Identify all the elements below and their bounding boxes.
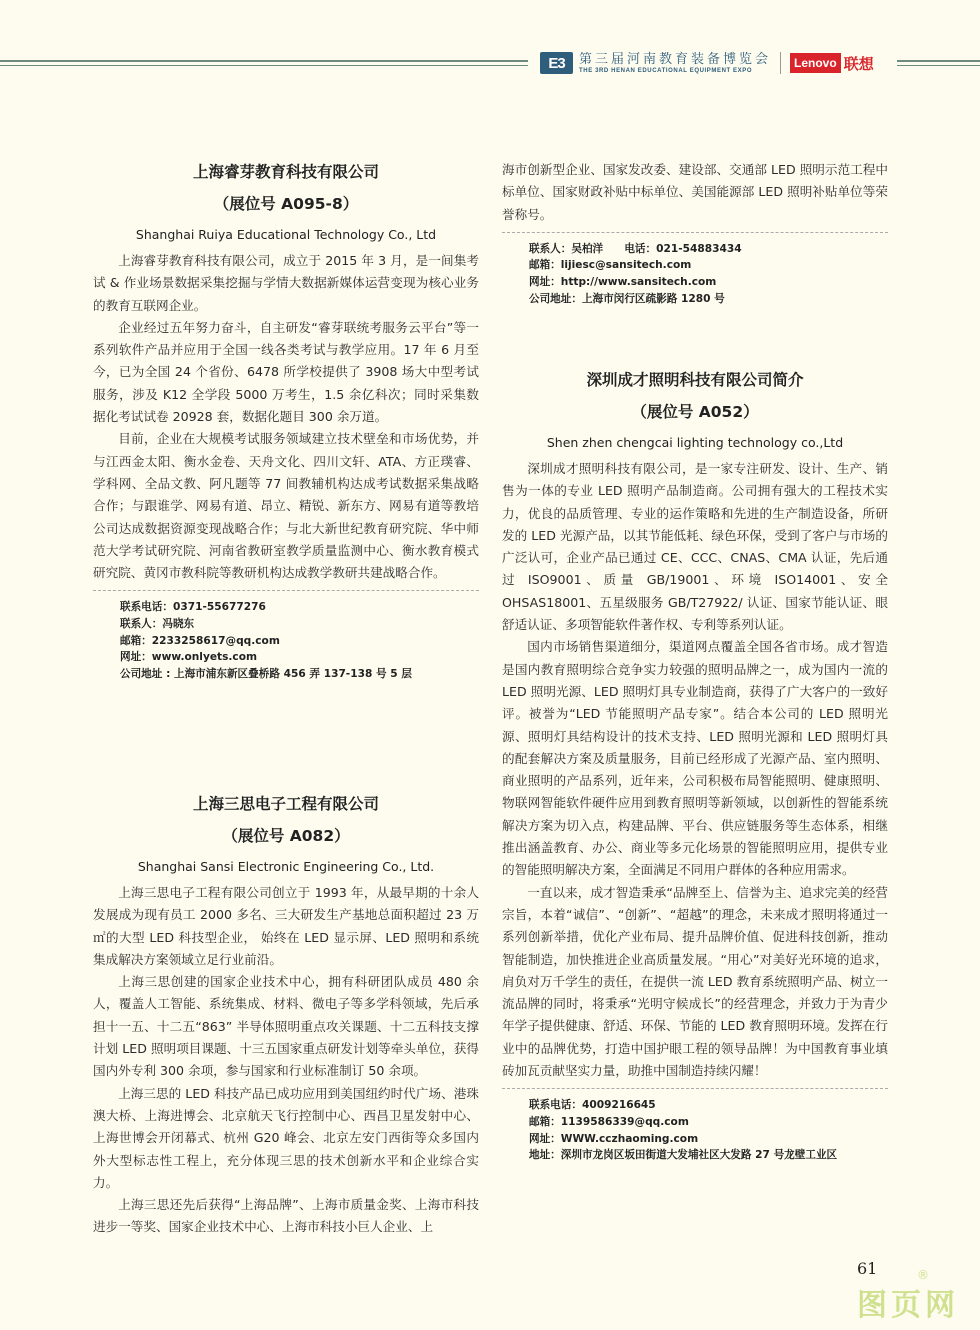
company-english-name: Shen zhen chengcai lighting technology co.,Ltd bbox=[546, 435, 844, 450]
contact-email: 邮箱：lijiesc@sansitech.com bbox=[529, 259, 692, 272]
contact-email: 邮箱：2233258617@qq.com bbox=[120, 634, 280, 647]
contact-address: 公司地址 : 上海市浦东新区叠桥路 456 弄 137-138 号 5 层 bbox=[120, 667, 412, 680]
dashed-divider bbox=[93, 590, 479, 591]
contact-phone: 联系电话：0371-55677276 bbox=[120, 601, 266, 614]
booth-number: （展位号 A095-8） bbox=[213, 195, 359, 213]
header-rule-right bbox=[897, 60, 980, 62]
expo-logo-mark: E3 bbox=[540, 52, 573, 74]
lenovo-logo: Lenovo bbox=[790, 53, 841, 73]
paragraph: 上海三思电子工程有限公司创立于 1993 年，从最早期的十余人发展成为现有员工 2000 多名、三大研发生产基地总面积超过 23 万㎡的大型 LED 科技型企业， 始终在 LED 显示屏、LED 照明和系统集成解决方案领域立足行业前沿。 bbox=[93, 885, 479, 967]
company-chengcai bbox=[502, 364, 888, 1164]
paragraph: 上海三思创建的国家企业技术中心，拥有科研团队成员 480 余人，覆盖人工智能、系统集成、材料、微电子等多学科领域，先后承担十一五、十二五“863” 半导体照明重点攻关课题、十二五科技支撑计划 LED 照明项目课题、十三五国家重点研发计划等牵头单位，获得国内外专利 300 余项，参与国家和行业标准制订 50 余项。 bbox=[93, 974, 479, 1079]
header-rule-right-thin bbox=[897, 65, 980, 66]
company-english-name: Shanghai Sansi Electronic Engineering Co., Ltd. bbox=[137, 859, 435, 874]
dashed-divider bbox=[502, 1088, 888, 1089]
paragraph: 企业经过五年努力奋斗，自主研发“睿芽联统考服务云平台”等一系列软件产品并应用于全国一线各类考试与教学应用。17 年 6 月至今，已为全国 24 个省份、6478 所学校提供了 3908 场大中型考试服务，涉及 K12 全学段 5000 万考生，1.5 余亿科次；同时采集数据化考试试卷 20928 套，数据化题目 300 余万道。 bbox=[93, 319, 479, 425]
paragraph: 上海三思还先后获得“上海品牌”、上海市质量金奖、上海市科技进步一等奖、国家企业技术中心、上海市科技小巨人企业、上 bbox=[93, 1197, 479, 1235]
contact-address: 地址：深圳市龙岗区坂田街道大发埔社区大发路 27 号龙壁工业区 bbox=[529, 1149, 838, 1162]
header-divider bbox=[780, 52, 781, 74]
dashed-divider bbox=[502, 232, 888, 233]
booth-number: （展位号 A082） bbox=[222, 827, 350, 845]
paragraph: 上海睿芽教育科技有限公司，成立于 2015 年 3 月，是一间集考试 & 作业场景数据采集挖掘与学情大数据新媒体运营变现为核心业务的教育互联网企业。 bbox=[93, 253, 479, 313]
paragraph: 深圳成才照明科技有限公司，是一家专注研发、设计、生产、销售为一体的专业 LED 照明产品制造商。公司拥有强大的工程技术实力，优良的品质管理、专业的运作策略和先进的生产制造设备，所研发的 LED 光源产品，以其节能低耗、绿色环保，受到了客户与市场的广泛认可，企业产品已通过 CE、CCC、CNAS、CMA 认证，先后通过 ISO9001、质量 GB/19001、环境 ISO14001、安全 OHSAS18001、五星级服务 GB/T27922/ 认证、国家节能认证、眼舒适认证、多项智能软件著作权、专利等系列认证。 bbox=[502, 461, 888, 633]
company-ruiya bbox=[93, 156, 479, 682]
header-rule-left bbox=[0, 60, 528, 62]
contact-website: 网址：http://www.sansitech.com bbox=[529, 276, 717, 289]
company-sansi-continued bbox=[502, 159, 888, 307]
expo-title-cn: 第三届河南教育装备博览会 bbox=[579, 51, 772, 67]
contact-block bbox=[502, 1097, 888, 1163]
contact-block bbox=[502, 241, 888, 307]
expo-logo bbox=[540, 50, 874, 76]
company-sansi bbox=[93, 788, 479, 1239]
lenovo-logo-cn: 联想 bbox=[843, 54, 874, 73]
expo-title-en: THE 3RD HENAN EDUCATIONAL EQUIPMENT EXPO bbox=[579, 67, 753, 74]
header-rule-left-thin bbox=[0, 65, 528, 66]
contact-block bbox=[93, 599, 479, 682]
paragraph: 目前，企业在大规模考试服务领域建立技术壁垒和市场优势，并与江西金太阳、衡水金卷、天舟文化、四川文轩、ATA、方正璞睿、学科网、全品文教、阿凡题等 77 间教辅机构达成考试数据采集战略合作；与跟谁学、网易有道、昂立、精锐、新东方、网易有道等教培公司达成数据资源变现战略合作；与北大新世纪教育研究院、华中师范大学考试研究院、河南省教研室教学质量监测中心、衡水教育模式研究院、黄冈市教科院等教研机构达成教学教研共建战略合作。 bbox=[93, 431, 479, 581]
company-name: 上海睿芽教育科技有限公司 bbox=[192, 163, 379, 181]
contact-person: 联系人：冯晓东 bbox=[120, 618, 195, 631]
company-english-name: Shanghai Ruiya Educational Technology Co., Ltd bbox=[135, 227, 437, 242]
paragraph: 一直以来，成才智造秉承“品牌至上、信誉为主、追求完美的经营宗旨，本着“诚信”、“创新”、“超越”的理念，未来成才照明将通过一系列创新举措，优化产业布局、提升品牌价值、促进科技创新，推动智能制造，加快推进企业高质量发展。“用心”对美好光环境的追求，肩负对万千学生的责任，在提供一流 LED 教育系统照明产品、树立一流品牌的同时，将秉承“光明守候成长”的经营理念，并致力于为青少年学子提供健康、舒适、环保、节能的 LED 教育照明环境。发挥在行业中的品牌优势，打造中国护眼工程的领导品牌！为中国教育事业填砖加瓦贡献坚实力量，助推中国制造持续闪耀！ bbox=[502, 884, 888, 1079]
watermark: 图页网 bbox=[857, 1288, 959, 1323]
contact-website: 网址：WWW.cczhaoming.com bbox=[529, 1132, 699, 1145]
contact-address: 公司地址：上海市闵行区疏影路 1280 号 bbox=[529, 292, 725, 305]
paragraph: 国内市场销售渠道细分，渠道网点覆盖全国各省市场。成才智造是国内教育照明综合竞争实力较强的照明品牌之一，成为国内一流的 LED 照明光源、LED 照明灯具专业制造商，获得了广大客户的一致好评。被誉为“LED 节能照明产品专家”。结合本公司的 LED 照明光源、照明灯具结构设计的技术支持、LED 照明光源和 LED 照明灯具的配套解决方案及质量服务，目前已经形成了光源产品、室内照明、商业照明的产品系列，近年来，公司积极布局智能照明、健康照明、物联网智能软件硬件应用到教育照明等新领域，以创新性的智能系统解决方案为切入点，构建品牌、平台、供应链服务等生态体系，相继推出涵盖教育、办公、商业等多元化场景的智能照明应用，提供专业的智能照明解决方案，全面满足不同用户群体的各种应用需求。 bbox=[502, 639, 888, 878]
page-number: 61 bbox=[857, 1259, 878, 1278]
contact-person-phone: 联系人：吴柏洋 电话：021-54883434 bbox=[529, 242, 742, 255]
watermark-registered-mark: ® bbox=[917, 1268, 929, 1282]
contact-website: 网址：www.onlyets.com bbox=[120, 651, 258, 664]
paragraph: 上海三思的 LED 科技产品已成功应用到美国纽约时代广场、港珠澳大桥、上海进博会、北京航天飞行控制中心、西昌卫星发射中心、上海世博会开闭幕式、杭州 G20 峰会、北京左安门西街等众多国内外大型标志性工程上，充分体现三思的技术创新水平和企业综合实力。 bbox=[93, 1085, 479, 1190]
contact-phone: 联系电话：4009216645 bbox=[529, 1099, 656, 1112]
company-name: 深圳成才照明科技有限公司简介 bbox=[586, 371, 804, 389]
contact-email: 邮箱：1139586339@qq.com bbox=[529, 1115, 689, 1128]
booth-number: （展位号 A052） bbox=[631, 403, 759, 421]
company-name: 上海三思电子工程有限公司 bbox=[192, 795, 379, 813]
paragraph: 海市创新型企业、国家发改委、建设部、交通部 LED 照明示范工程中标单位、国家财政补贴中标单位、美国能源部 LED 照明补贴单位等荣誉称号。 bbox=[502, 162, 888, 222]
